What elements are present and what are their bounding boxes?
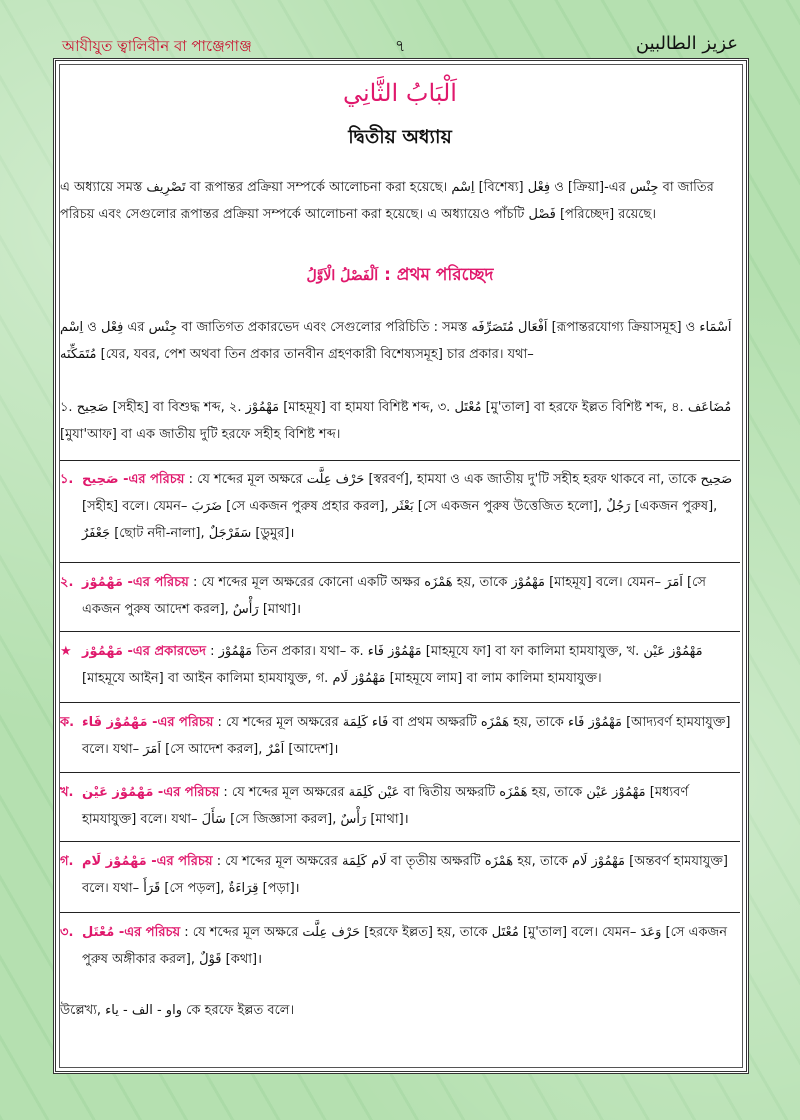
- item-mahmuz-lam: [60, 848, 740, 902]
- item-mahmuz-ain: [60, 779, 740, 833]
- types-list-paragraph: ১. صَحِيح [সহীহ] বা বিশুদ্ধ শব্দ, ২. مَهْمُوْز [মাহমূয] বা হামযা বিশিষ্ট শব্দ, ৩. مُعْتَل [মু'তাল] বা হরফে ইল্লত বিশিষ্ট শব্দ, ৪. مُضَاعَف [মুযা'আফ] বা এক জাতীয় দুটি হরফে সহীহ বিশিষ্ট শব্দ।: [60, 400, 732, 442]
- item-mutal: [60, 919, 740, 973]
- divider: [60, 460, 740, 461]
- divider: [60, 562, 740, 563]
- item-number: ক.: [60, 715, 75, 730]
- page-number: ৭: [395, 36, 406, 55]
- closing-note: উল্লেখ্য, واو - الف - ياء কে হরফে ইল্লত বলে।: [60, 1003, 295, 1018]
- section-heading-bangla: : প্রথম পরিচ্ছেদ: [384, 265, 494, 285]
- item-number: গ.: [60, 854, 74, 869]
- item-heading: مَهْمُوْز -এর পরিচয়: [82, 575, 189, 590]
- book-title-arabic: عزيز الطالبين: [635, 33, 738, 54]
- divider: [60, 772, 740, 773]
- types-intro-paragraph: اِسْم ও فِعْل এর جِنْس বা জাতিগত প্রকারভেদ এবং সেগুলোর পরিচিতি : সমস্ত اَفْعَال مُتَصَرِّفَه [রূপান্তরযোগ্য ক্রিয়াসমূহ] ও اَسْمَاء مُتَمَكِّنَه [যের, যবর, পেশ অথবা তিন প্রকার তানবীন গ্রহণকারী বিশেষ্যসমূহ] চার প্রকার। যথা–: [60, 320, 732, 362]
- item-text: : যে শব্দের মূল অক্ষরের لَام كَلِمَة বা তৃতীয় অক্ষরটি هَمْزَه হয়, তাকে مَهْمُوْز لَام [অন্তবর্ণ হামযাযুক্ত] বলে। যথা– قَرَأَ [সে পড়ল], قِرَاءَةٌ [পড়া]।: [82, 854, 728, 896]
- item-heading: مَهْمُوْز عَيْن -এর পরিচয়: [82, 785, 220, 800]
- item-text: : যে শব্দের মূল অক্ষরে حَرْف عِلَّت [স্বরবর্ণ], হামযা ও এক জাতীয় দু'টি সহীহ হরফ থাকবে না, তাকে صَحِيح [সহীহ] বলে। যেমন– ضَرَبَ [সে একজন পুরুষ প্রহার করল], بَعْثَر [সে একজন পুরুষ উত্তেজিত হলো], رَجُلٌ [একজন পুরুষ], جَعْفَرٌ [ছোট নদী-নালা], سَفَرْجَلٌ [ডুমুর]।: [82, 472, 733, 541]
- page-header: [0, 0, 800, 55]
- chapter-title-arabic: اَلْبَابُ الثَّانِي: [343, 79, 457, 107]
- item-text: : যে শব্দের মূল অক্ষরের فَاء كَلِمَة বা প্রথম অক্ষরটি هَمْزَه হয়, তাকে مَهْمُوْز فَاء [আদ্যবর্ণ হামযাযুক্ত] বলে। যথা– اَمَرَ [সে আদেশ করল], اَمْرٌ [আদেশ]।: [82, 715, 731, 757]
- divider: [60, 631, 740, 632]
- item-heading: مَهْمُوْز فَاء -এর পরিচয়: [82, 715, 214, 730]
- section-heading: [60, 262, 740, 290]
- item-heading: مَهْمُوْز -এর প্রকারভেদ: [82, 644, 206, 659]
- item-sahih: [60, 466, 740, 547]
- divider: [60, 702, 740, 703]
- item-number: ২.: [60, 575, 74, 590]
- item-text: : যে শব্দের মূল অক্ষরের عَيْن كَلِمَة বা দ্বিতীয় অক্ষরটি هَمْزَه হয়, তাকে مَهْمُوْز عَيْن [মধ্যবর্ণ হামযাযুক্ত] বলে। যথা– سَأَلَ [সে জিজ্ঞাসা করল], رَأْسٌ [মাথা]।: [82, 785, 689, 827]
- item-heading: مُعْتَل -এর পরিচয়: [82, 925, 181, 940]
- item-heading: صَحِيح -এর পরিচয়: [82, 472, 185, 487]
- chapter-title-bangla: দ্বিতীয় অধ্যায়: [348, 126, 452, 148]
- item-mahmuz: [60, 569, 740, 623]
- item-number: খ.: [60, 785, 74, 800]
- item-heading: مَهْمُوْز لَام -এর পরিচয়: [82, 854, 213, 869]
- item-number: ১.: [60, 472, 74, 487]
- page-content: [60, 64, 740, 1064]
- divider: [60, 841, 740, 842]
- item-mahmuz-fa: [60, 709, 740, 763]
- divider: [60, 912, 740, 913]
- section-heading-arabic: اَلْفَصْلُ الْاَوَّلُ: [306, 268, 379, 284]
- item-mahmuz-types: [60, 638, 740, 692]
- book-title-bangla: আযীযুত ত্বালিবীন বা পাঞ্জেগাঞ্জ: [62, 37, 252, 55]
- item-text: : যে শব্দের মূল অক্ষরে حَرْف عِلَّت [হরফে ইল্লত] হয়, তাকে مُعْتَل [মু'তাল] বলে। যেমন– وَعَدَ [সে একজন পুরুষ অঙ্গীকার করল], قَوْلٌ [কথা]।: [82, 925, 727, 967]
- star-icon: ★: [60, 644, 72, 659]
- item-text: : مَهْمُوْز তিন প্রকার। যথা– ক. مَهْمُوْز فَاء [মাহমূযে ফা] বা ফা কালিমা হামযাযুক্ত, খ. مَهْمُوْز عَيْن [মাহমূযে আইন] বা আইন কালিমা হামযাযুক্ত, গ. مَهْمُوْز لَام [মাহমূযে লাম] বা লাম কালিমা হামযাযুক্ত।: [82, 644, 703, 686]
- item-text: : যে শব্দের মূল অক্ষরের কোনো একটি অক্ষর هَمْزَه হয়, তাকে مَهْمُوْز [মাহমূয] বলে। যেমন– اَمَرَ [সে একজন পুরুষ আদেশ করল], رَأْسٌ [মাথা]।: [82, 575, 706, 617]
- intro-paragraph: এ অধ্যায়ে সমস্ত تَصْرِيف বা রূপান্তর প্রক্রিয়া সম্পর্কে আলোচনা করা হয়েছে। اِسْم [বিশেষ্য] فِعْل ও [ক্রিয়া]-এর جِنْس বা জাতির পরিচয় এবং সেগুলোর রূপান্তর প্রক্রিয়া সম্পর্কে আলোচনা করা হয়েছে। এ অধ্যায়েও পাঁচটি فَصْل [পরিচ্ছেদ] রয়েছে।: [60, 180, 714, 222]
- item-number: ৩.: [60, 925, 74, 940]
